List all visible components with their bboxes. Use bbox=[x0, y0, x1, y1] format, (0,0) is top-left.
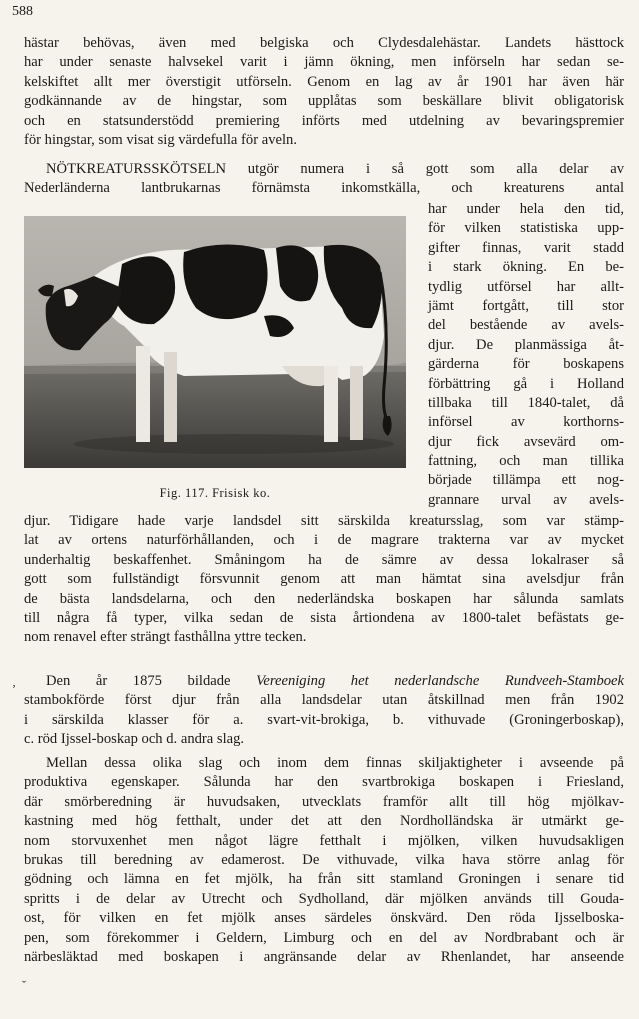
text-line: i stark ökning. En be- bbox=[428, 259, 624, 276]
text-line: kelskiftet allt mer överstigit utförseln. Genom en lag av år 1901 har även här bbox=[24, 73, 624, 90]
herd-book-lead: Den år 1875 bildade bbox=[46, 673, 257, 689]
text-line: där smörberedning är huvudsaken, utvecklats framför allt till hög mjölkav- bbox=[24, 793, 624, 810]
herd-book-society-name: Vereeniging het nederlandsche Rundveeh-Stamboek bbox=[256, 673, 625, 689]
text-line: stambokförde först djur från alla landsdelar utan åtskillnad men från 1902 bbox=[24, 692, 624, 709]
text-line: tydlig utförsel har allt- bbox=[428, 278, 624, 295]
text-line: i särskilda klasser för a. svart-vit-brokiga, b. vithuvade (Groningerboskap), bbox=[24, 711, 624, 728]
text-line: djur fick avsevärd om- bbox=[428, 433, 624, 450]
text-line: nom renavel efter strängt fasthållna yttre tecken. bbox=[24, 629, 307, 646]
text-line: Mellan dessa olika slag och inom dem finnas skiljaktigheter i avseende på bbox=[46, 755, 624, 771]
text-line: NÖTKREATURSSKÖTSELN utgör numera i så gott som alla delar av bbox=[46, 161, 624, 177]
text-line: gott som fullständigt försvunnit genom att man hämtat sina avelsdjur från bbox=[24, 571, 624, 588]
breed-differences-paragraph bbox=[24, 754, 624, 967]
text-line: fattning, och man tillika bbox=[428, 453, 624, 470]
text-line: hästar behövas, även med belgiska och Clydesdalehästar. Landets hästtock bbox=[24, 35, 624, 51]
text-line: djur. Tidigare hade varje landsdel sitt särskilda kreatursslag, som var stämp- bbox=[24, 513, 624, 529]
text-line: grannare urval av avels- bbox=[428, 491, 624, 508]
text-line: närbesläktad med boskapen i angränsande delar av Rhenlandet, har anseende bbox=[24, 948, 624, 965]
page-number: 588 bbox=[12, 4, 33, 19]
text-line: pen, som förekommer i Geldern, Limburg och en del av Nordbrabant och är bbox=[24, 929, 624, 946]
text-line: till några få typer, vilka sedan de sista årtiondena av 1800-talet befästats ge- bbox=[24, 609, 624, 626]
herd-book-paragraph bbox=[24, 672, 624, 750]
figure-caption: Fig. 117. Frisisk ko. bbox=[159, 486, 271, 500]
wrapped-text-column bbox=[428, 200, 624, 510]
text-line: och en statsunderstödd premiering införts med utdelning av bevaringspremier bbox=[24, 112, 624, 129]
cow-illustration bbox=[24, 216, 406, 468]
text-line: Nederländerna lantbrukarnas förnämsta inkomstkälla, och kreaturens antal bbox=[24, 180, 624, 197]
text-line: började tillämpa ett nog- bbox=[428, 472, 624, 489]
text-line: gärderna för boskapens bbox=[428, 356, 624, 373]
section-opening bbox=[24, 160, 624, 199]
breed-history-paragraph bbox=[24, 512, 624, 648]
text-line: c. röd Ijssel-boskap och d. andra slag. bbox=[24, 731, 245, 748]
text-line: lat av ortens naturförhållanden, och i de magrare trakterna var av mycket bbox=[24, 532, 624, 549]
text-line: de bästa landsdelarna, och den nederländska boskapen har sålunda samlats bbox=[24, 590, 624, 607]
text-line: förbättring gå i Holland bbox=[428, 375, 624, 392]
text-line: tillbaka till 1840-talet, då bbox=[428, 394, 624, 411]
text-line: nom storvuxenhet men något lägre fetthalt i mjölken, vilken huvudsakligen bbox=[24, 832, 624, 849]
intro-paragraph bbox=[24, 34, 624, 150]
text-line: gifter finnas, varit stadd bbox=[428, 239, 624, 256]
text-line: brukas till beredning av edamerost. De vithuvade, vilka hava större anlag för bbox=[24, 851, 624, 868]
text-line: har under senaste halvsekel varit i jämn ökning, men införseln har sedan se- bbox=[24, 54, 624, 71]
text-line: kastning med hög fetthalt, under det att den Nordholländska är utmärkt ge- bbox=[24, 813, 624, 830]
text-line: gödning och lämna en fet mjölk, ha från sitt stamland Groningen i senare tid bbox=[24, 871, 624, 888]
margin-mark-icon: ʼ bbox=[12, 682, 16, 696]
text-line: har under hela den tid, bbox=[428, 201, 624, 217]
cow-photograph bbox=[24, 216, 406, 468]
text-line: produktiva egenskaper. Sålunda har den svartbrokiga boskapen i Friesland, bbox=[24, 774, 624, 791]
text-line: djur. De planmässiga åt- bbox=[428, 336, 624, 353]
text-line: spritts i de delar av Utrecht och Sydholland, där mjölken används till Gouda- bbox=[24, 890, 624, 907]
text-line: godkännande av de hingstar, som upplåtas som beskällare blivit obligatorisk bbox=[24, 93, 624, 110]
text-line bbox=[24, 672, 624, 691]
text-line: för vilken statistiska upp- bbox=[428, 220, 624, 237]
text-line: ost, för vilken en fet mjölk anses särdeles önskvärd. Den röda Ijsselboska- bbox=[24, 910, 624, 927]
text-line: för hingstar, som visat sig värdefulla för aveln. bbox=[24, 131, 297, 148]
margin-mark-icon: ˇ bbox=[22, 978, 26, 992]
text-line: införsel av korthorns- bbox=[428, 414, 624, 431]
text-line: jämt fortgått, till stor bbox=[428, 297, 624, 314]
text-line: underhaltig beskaffenhet. Småningom ha de sämre av dessa lokalraser så bbox=[24, 551, 624, 568]
text-line: del bestående av avels- bbox=[428, 317, 624, 334]
